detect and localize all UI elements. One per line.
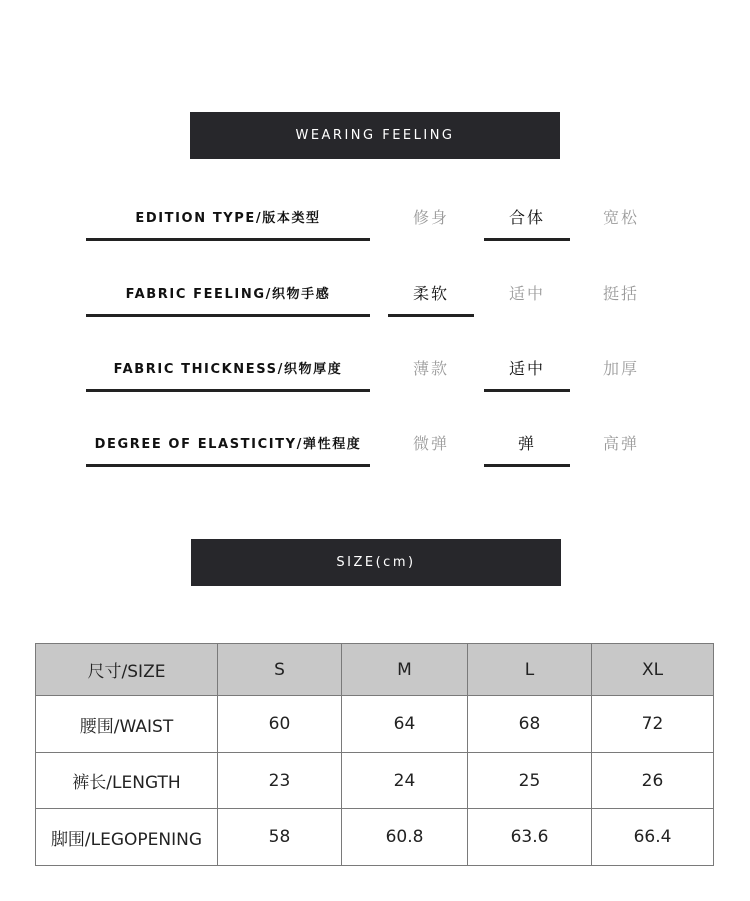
value-cell: 64 xyxy=(342,696,468,753)
value-cell: 23 xyxy=(218,752,342,809)
value-cell: 60.8 xyxy=(342,809,468,866)
value-cell: 24 xyxy=(342,752,468,809)
row-label-cell: 腰围/WAIST xyxy=(36,696,218,753)
wearing-feeling-banner xyxy=(190,112,560,159)
feel-label: FABRIC FEELING/织物手感 xyxy=(86,270,370,317)
row-label-cell: 裤长/LENGTH xyxy=(36,752,218,809)
header-cell: L xyxy=(468,644,592,696)
value-cell: 25 xyxy=(468,752,592,809)
value-cell: 58 xyxy=(218,809,342,866)
feel-option-selected: 柔软 xyxy=(388,270,474,317)
size-banner xyxy=(191,539,561,586)
header-cell: S xyxy=(218,644,342,696)
table-row xyxy=(36,696,714,753)
feel-option-selected: 弹 xyxy=(484,420,570,467)
feel-option: 挺括 xyxy=(602,283,639,303)
value-cell: 66.4 xyxy=(592,809,714,866)
feel-label: EDITION TYPE/版本类型 xyxy=(86,194,370,241)
size-title: SIZE(cm) xyxy=(336,555,416,570)
feel-option: 高弹 xyxy=(602,433,639,453)
feel-option: 薄款 xyxy=(412,358,449,378)
header-cell: M xyxy=(342,644,468,696)
feel-label: DEGREE OF ELASTICITY/弹性程度 xyxy=(86,420,370,467)
feel-row-elasticity xyxy=(0,420,750,468)
value-cell: 26 xyxy=(592,752,714,809)
feel-label: FABRIC THICKNESS/织物厚度 xyxy=(86,345,370,392)
value-cell: 60 xyxy=(218,696,342,753)
table-row xyxy=(36,809,714,866)
feel-row-edition-type xyxy=(0,194,750,242)
feel-option: 微弹 xyxy=(412,433,449,453)
table-row xyxy=(36,752,714,809)
feel-row-fabric-thickness xyxy=(0,345,750,393)
feel-option: 加厚 xyxy=(602,358,639,378)
value-cell: 72 xyxy=(592,696,714,753)
size-table-header-row xyxy=(36,644,714,696)
feel-option-selected: 合体 xyxy=(484,194,570,241)
feel-option: 适中 xyxy=(508,283,545,303)
value-cell: 63.6 xyxy=(468,809,592,866)
header-cell: XL xyxy=(592,644,714,696)
feel-option: 宽松 xyxy=(602,207,639,227)
row-label-cell: 脚围/LEGOPENING xyxy=(36,809,218,866)
size-table xyxy=(35,643,714,866)
feel-row-fabric-feeling xyxy=(0,270,750,318)
feel-option-selected: 适中 xyxy=(484,345,570,392)
header-cell: 尺寸/SIZE xyxy=(36,644,218,696)
wearing-feeling-title: WEARING FEELING xyxy=(295,128,455,143)
value-cell: 68 xyxy=(468,696,592,753)
feel-option: 修身 xyxy=(412,207,449,227)
